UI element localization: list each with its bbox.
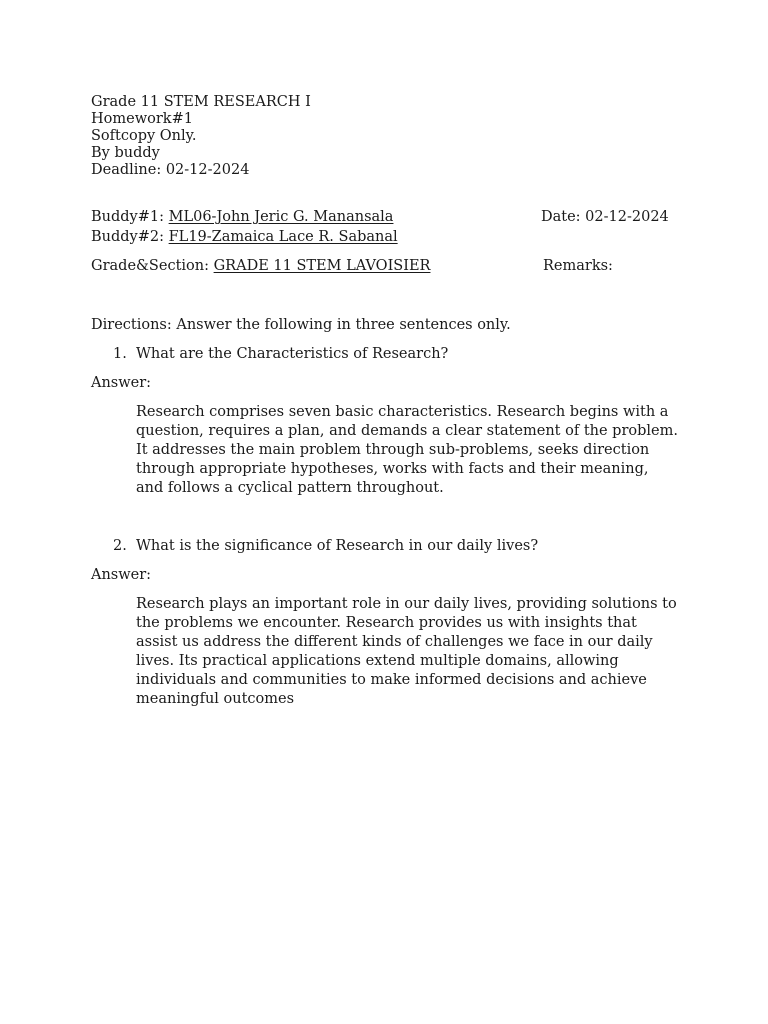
buddy2-label: Buddy#2: xyxy=(91,229,169,245)
answer-line: and follows a cyclical pattern throughout. xyxy=(136,480,444,496)
buddy1-line xyxy=(91,208,393,226)
question-number: 1. xyxy=(113,346,127,362)
answer-line: the problems we encounter. Research provides us with insights that xyxy=(136,615,637,631)
question-number: 2. xyxy=(113,538,127,554)
buddy2-name: FL19-Zamaica Lace R. Sabanal xyxy=(168,229,398,245)
answer-line: lives. Its practical applications extend multiple domains, allowing xyxy=(136,653,619,669)
answer-paragraph xyxy=(136,403,696,498)
question-text: What is the significance of Research in our daily lives? xyxy=(136,538,539,554)
section-label: Grade&Section: xyxy=(91,258,214,274)
buddy2-line xyxy=(91,228,398,246)
date-field: Date: 02-12-2024 xyxy=(541,209,669,225)
course-title: Grade 11 STEM RESEARCH I xyxy=(91,94,311,110)
answer-line: It addresses the main problem through sub-problems, seeks direction xyxy=(136,442,650,458)
answer-line: Research comprises seven basic characteristics. Research begins with a xyxy=(136,404,669,420)
answer-line: individuals and communities to make informed decisions and achieve xyxy=(136,672,647,688)
remarks-label: Remarks: xyxy=(543,258,613,274)
buddy1-name: ML06-John Jeric G. Manansala xyxy=(168,209,394,225)
by-buddy-note: By buddy xyxy=(91,145,160,161)
softcopy-note: Softcopy Only. xyxy=(91,128,197,144)
homework-label: Homework#1 xyxy=(91,111,193,127)
answer-line: assist us address the different kinds of challenges we face in our daily xyxy=(136,634,653,650)
section-line xyxy=(91,257,430,275)
answer-label: Answer: xyxy=(91,375,152,391)
answer-line: through appropriate hypotheses, works with facts and their meaning, xyxy=(136,461,649,477)
directions: Directions: Answer the following in three sentences only. xyxy=(91,317,511,333)
question-text: What are the Characteristics of Research? xyxy=(136,346,449,362)
buddy1-label: Buddy#1: xyxy=(91,209,169,225)
answer-line: question, requires a plan, and demands a clear statement of the problem. xyxy=(136,423,678,439)
answer-label: Answer: xyxy=(91,567,152,583)
deadline: Deadline: 02-12-2024 xyxy=(91,162,250,178)
section-value: GRADE 11 STEM LAVOISIER xyxy=(213,258,431,274)
answer-line: Research plays an important role in our daily lives, providing solutions to xyxy=(136,596,677,612)
answer-line: meaningful outcomes xyxy=(136,691,295,707)
answer-paragraph xyxy=(136,595,696,709)
